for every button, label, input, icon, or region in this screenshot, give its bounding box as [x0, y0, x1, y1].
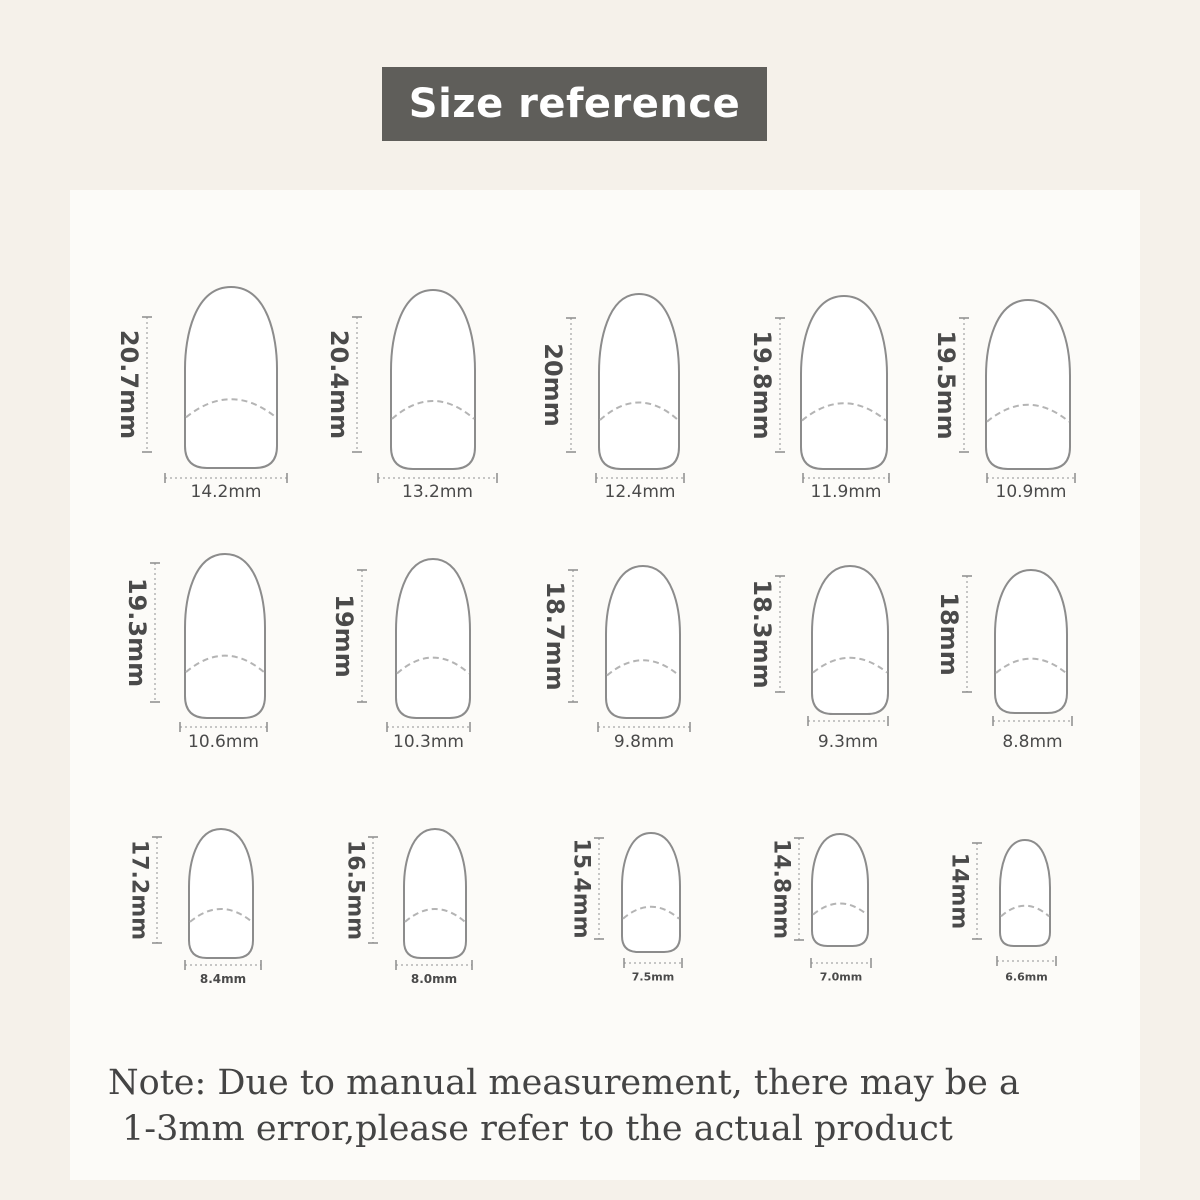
width-label: 8.8mm	[1002, 732, 1063, 752]
width-label: 9.8mm	[613, 732, 675, 752]
nail-outline	[995, 570, 1067, 713]
nail-outline	[606, 566, 680, 718]
page-title: Size reference	[408, 81, 741, 127]
width-label: 8.4mm	[199, 972, 247, 986]
nail-outline	[801, 296, 887, 469]
nail-outline	[404, 829, 466, 958]
nail-outline	[396, 559, 470, 718]
length-label: 14mm	[946, 852, 972, 930]
length-label: 19mm	[330, 594, 358, 678]
width-label: 9.3mm	[817, 732, 879, 752]
width-label: 12.4mm	[604, 482, 676, 502]
note-line-2: 1-3mm error,please refer to the actual product	[122, 1109, 953, 1149]
length-label: 20.7mm	[115, 329, 143, 440]
width-label: 14.2mm	[190, 482, 262, 502]
width-label: 13.2mm	[402, 482, 473, 502]
width-label: 10.3mm	[393, 732, 464, 752]
length-label: 16.5mm	[342, 839, 368, 941]
length-label: 18mm	[935, 592, 963, 676]
measurement-note	[108, 1060, 1108, 1152]
width-label: 8.0mm	[410, 972, 458, 986]
nail-outline	[622, 833, 680, 952]
width-label: 6.6mm	[1005, 970, 1048, 984]
nail-outline	[185, 287, 277, 468]
width-label: 11.9mm	[810, 482, 882, 502]
width-label: 10.6mm	[188, 732, 259, 752]
nail-outline	[986, 300, 1070, 469]
nail-outline	[189, 829, 253, 958]
width-label: 7.5mm	[631, 970, 675, 984]
length-label: 19.8mm	[748, 330, 776, 440]
length-label: 15.4mm	[568, 838, 594, 939]
nail-outline	[185, 554, 265, 718]
nail-outline	[812, 834, 868, 946]
nail-outline	[812, 566, 888, 714]
width-label: 10.9mm	[995, 482, 1067, 502]
length-label: 19.5mm	[932, 330, 960, 440]
length-label: 17.2mm	[126, 839, 152, 941]
length-label: 18.3mm	[748, 579, 776, 689]
nail-outline	[1000, 840, 1050, 946]
note-line-1: Note: Due to manual measurement, there may be a	[108, 1063, 1020, 1103]
width-label: 7.0mm	[819, 970, 863, 984]
length-label: 20.4mm	[325, 329, 353, 440]
length-label: 20mm	[539, 343, 567, 427]
length-label: 19.3mm	[123, 577, 151, 688]
length-label: 14.8mm	[768, 838, 794, 940]
nail-outline	[391, 290, 475, 469]
length-label: 18.7mm	[541, 581, 569, 691]
nail-outline	[599, 294, 679, 469]
